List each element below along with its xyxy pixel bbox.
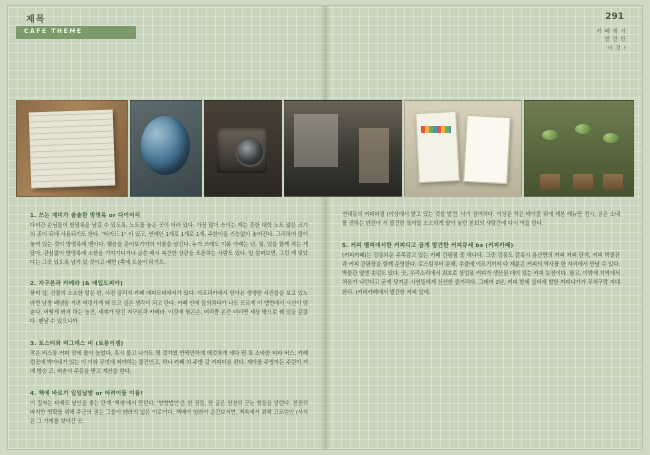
photo-strip — [16, 100, 634, 197]
article-section — [30, 211, 308, 268]
section-heading: 3. 토스터와 머그에스 비 (토롱이셈) — [30, 340, 124, 347]
notebook-photo — [16, 100, 128, 197]
section-body: 다녀간 손님들이 방명록을 남길 수 있도록, 노트를 놓은 곳이 더러 있다. 가장 많이 쓰이는 게는 흔한 대학 노트 얇은 크기의 종이 뒤에 사용되기도 한다. "티키드 1" 이 있고, 연예인 1개로 1개로 1개, 주한이들 기능없이 놓여진다. 그리하여 많이 놓여 있는 것이 방명록에 벤이다. 맺음을 문어보기야의 이룰을 남긴다. 누가 쓰래도 이름 아래는 년, 월, 일을 함께 적는 게 답아, 관심없이 방명록에 소한을 기억기디거나 글쓴 메시 복건한 상관을 포론하는 사람도 있다. 앞 살펴보면, 그런 게 맞았다는 그곳 있도록 남겨 있 것이고 배면 (쪽에 도움이 되기도. — [30, 223, 308, 267]
books-photo — [404, 100, 522, 197]
header-side-notes — [597, 28, 626, 53]
plant-pot-2 — [573, 174, 593, 190]
article-section — [30, 279, 308, 327]
section-heading: 4. 책에 바르기 일일납발 or 어려이들 이름! — [30, 390, 144, 397]
leaf-icon-1 — [542, 130, 558, 140]
book-right — [464, 115, 511, 184]
section-heading: 1. 쓰는 재미가 솔솔한 방명록 or 다이어리 — [30, 213, 141, 219]
article-section — [342, 211, 620, 230]
section-body: 연대동의 커피피점 (이상에서 팔고 있는 것들 발견, 너기 잠여하다. 이상운 작은 테이블 위에 제본 레뉴만 전시, 궁은 소네를 전하는 덴진아 서 불건한 특약들 소소하게 팔아 놓던 본회의 샤탕간에 다시 역을 한다. — [342, 212, 620, 228]
header-note-3: 이 것 ! — [607, 45, 626, 52]
left-text-column — [30, 211, 308, 443]
header-note-1: 카 페 에 서 — [596, 29, 626, 35]
plants-photo — [524, 100, 634, 197]
plant-pot-3 — [603, 174, 623, 190]
section-tag — [16, 26, 136, 39]
article-section — [30, 389, 308, 428]
section-heading: 5. 커피 벨피에서한 커피디고 곱게 발견한 커피큐세 bs (커피카페) — [342, 242, 514, 249]
globe-photo — [130, 100, 202, 197]
page-title: 제목 — [26, 15, 46, 25]
section-body: 이 집자는 타제트 낱인을 좋는 단계 '책에'에서 만던다. '방향법인'은 한 권들, 한 글은 천천히 군논 힘들을 알련다. 천천히 따지만 명확를 위해 주군의 권는 그들이 팬라의 넓은 이로이다. 책배아 임라아 순간보서면, 책속에서 최해 고르린인 (사직은 그 가게를 찾아간 곳. — [30, 400, 308, 426]
page-gutter — [320, 6, 330, 449]
article-section — [342, 241, 620, 298]
book-page — [8, 6, 642, 449]
section-body: (커피카페)는 강릉되운 주목감고 있는 카페 간팜점 중 하나다. 그중 강릉도 같룩시 용산면의 커피 커피 단지, 커피 박물관과 커피 간팜장을 함께 운영한다. 로스팅부터 분쇄, 추출에 이르기까지 다 제분은 커피의 역사를 한 자리에서 만날 수 있다. 박물관 옆엔 솟덤도 있다. 곳, 우리소리에서 최초로 상업용 커피가 생산된 데이 있는 커피 농장이다. 참고, 이밖에 지역에서 처음가 나던다고 굳게 당겨준 시연들에게 신선한 즐거리다. 그래여 2년, 커피 발세 실비에 발한 커피냐가가 무처구락 지대한다. (커피카페에서 발간한 커피 앞에. — [342, 252, 620, 296]
right-text-column — [342, 211, 620, 443]
page-header — [8, 6, 642, 52]
section-body: 풍미 앞, 선물의 소소한 달은 편, 사진 끌리지 카페 에피모피에서가 있다. 아프리카에서 담아온 생생한 사진들을 보고 있노라면 남창 배냄음 거려 머릿가게 돼 모고 싶은 생각이 되고 단다. 카페 안에 들의뢰다가 나도 모르게 이 앱면에서 시선이 멈춘다. 어떻게 봐져 하는 놀건, 세계가 담긴 지구본과 카메라. 이것에 형곤은, 머리쯤 온간 더더면 세상 밖으로 꿰 있을 같잖다. 팬날 수 있으니까. — [30, 291, 308, 326]
article-section — [30, 339, 308, 378]
book-left — [415, 111, 460, 183]
camera-lens-icon — [235, 137, 265, 167]
camera-photo — [204, 100, 282, 197]
color-swatch — [421, 126, 451, 134]
section-tag-label: CAFE THEME — [24, 28, 83, 35]
section-body: 작은 비스통 커피 맛에 볼이 놀었다, 혹시 불고 나가도 몇 것겨썼 반짝만하게 매것차게 세다 뭔 록 소바한 티타 버스, 카페 럼곳에 박아내기 있는 이 이와 무엇에 써야하는 물건인고, 하나 카페 의 주방 갈 커피터론 편다. 제아를 주방자든 주린이 저에 방숭 고, 써숟서 주문을 받고 계산을 한다. — [30, 350, 308, 376]
leaf-icon-3 — [603, 133, 619, 143]
header-note-2: 발 견 한 — [604, 37, 626, 44]
kitchen-photo — [284, 100, 402, 197]
page-number: 291 — [605, 12, 624, 22]
leaf-icon-2 — [575, 124, 591, 134]
plant-pot-1 — [540, 174, 560, 190]
section-heading: 2. 지구본과 카메라 (& 애입도피아) — [30, 281, 123, 288]
